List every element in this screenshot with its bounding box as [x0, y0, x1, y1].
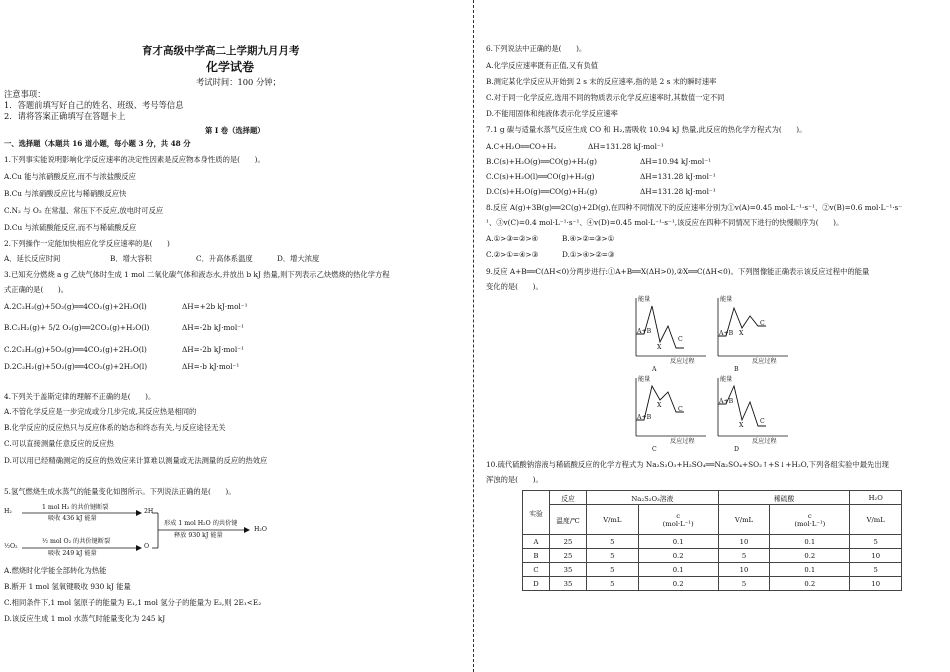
q7-option-eq: B.C(s)+H₂O(g)══CO(g)+H₂(g) [486, 157, 597, 166]
o-absorb-label: 吸收 249 kJ 能量 [48, 550, 97, 557]
q4-option: C.可以直接测量任意反应的反应热 [4, 439, 114, 448]
q3-stem: 3.已知充分燃烧 a g 乙炔气体时生成 1 mol 二氧化碳气体和液态水,并放出 b kJ 热量,则下列表示乙炔燃烧的热化学方程 [4, 270, 390, 279]
q1-option: A.Cu 能与浓硝酸反应,而不与浓盐酸反应 [4, 172, 136, 181]
table-cell: 10 [850, 577, 902, 591]
progress-axis-label: 反应过程 [752, 358, 777, 365]
header-cell: V/mL [850, 505, 902, 535]
q1-option: D.Cu 与浓硫酸能反应,而不与稀硫酸反应 [4, 223, 137, 232]
x-label: X [657, 344, 662, 351]
q5-option: C.相同条件下,1 mol 氢原子的能量为 E₁,1 mol 氢分子的能量为 E₂,则 2E₁<E₂ [4, 598, 262, 607]
o-atom-label: O [144, 543, 150, 550]
q3-stem-cont: 式正确的是( )。 [4, 285, 69, 294]
q5-stem: 5.氢气燃烧生成水蒸气的能量变化如图所示。下列说法正确的是( )。 [4, 487, 236, 496]
q7-option-eq: C.C(s)+H₂O(l)══CO(g)+H₂(g) [486, 172, 595, 181]
c-symbol: c [807, 511, 812, 520]
x-label: X [739, 330, 744, 337]
progress-axis-label: 反应过程 [752, 438, 777, 445]
table-cell: 0.1 [770, 563, 850, 577]
q5-option: A.燃烧时化学能全部转化为热能 [4, 566, 107, 575]
q5-option: D.该反应生成 1 mol 水蒸气时能量变化为 245 kJ [4, 614, 166, 623]
table-cell: B [523, 549, 550, 563]
q7-stem: 7.1 g 碳与适量水蒸气反应生成 CO 和 H₂,需吸收 10.94 kJ 热量,此反应的热化学方程式为( )。 [486, 125, 807, 134]
progress-axis-label: 反应过程 [670, 438, 695, 445]
graph-letter: B [734, 366, 739, 373]
table-cell: 5 [850, 535, 902, 549]
q3-option-dh: ΔH=-2b kJ·mol⁻¹ [182, 345, 244, 354]
q7-option-dh: ΔH=131.28 kJ·mol⁻¹ [640, 187, 716, 196]
q9-graph-b [712, 296, 792, 376]
table-cell: 25 [550, 549, 587, 563]
header-cell: 温度/℃ [550, 505, 587, 535]
table-cell: 0.1 [770, 535, 850, 549]
table-cell: A [523, 535, 550, 549]
header-cell [638, 505, 718, 535]
q1-stem: 1.下列事实能说明影响化学反应速率的决定性因素是反应物本身性质的是( )。 [4, 155, 265, 164]
q6-stem: 6.下列说法中正确的是( )。 [486, 44, 587, 53]
energy-axis-label: 能量 [638, 376, 651, 383]
q5-energy-diagram [4, 500, 294, 562]
table-cell: C [523, 563, 550, 577]
notice-heading: 注意事项： [4, 89, 46, 99]
ab-label: A+B [637, 414, 652, 421]
exam-info: 考试时间：100 分钟； [196, 77, 281, 87]
header-cell: V/mL [718, 505, 770, 535]
table-cell: 5 [850, 563, 902, 577]
c-label: C [678, 406, 683, 413]
q3-option-dh: ΔH=-b kJ·mol⁻¹ [182, 362, 240, 371]
table-cell: 5 [587, 577, 639, 591]
q7-option-dh: ΔH=131.28 kJ·mol⁻¹ [640, 172, 716, 181]
table-cell: 5 [587, 535, 639, 549]
table-cell: 0.1 [638, 563, 718, 577]
q2-stem: 2.下列操作一定能加快相应化学反应速率的是( ) [4, 239, 170, 248]
table-cell: D [523, 577, 550, 591]
graph-letter: A [652, 366, 657, 373]
o2-label: ½O₂ [4, 543, 18, 550]
c-unit: (mol·L⁻¹) [662, 519, 694, 528]
q9-graph-c [630, 376, 710, 456]
x-label: X [739, 422, 744, 429]
q8-option: D.①>④>②=③ [562, 250, 615, 259]
q3-option-dh: ΔH=-2b kJ·mol⁻¹ [182, 323, 244, 332]
c-symbol: c [676, 511, 681, 520]
ab-label: A+B [719, 330, 734, 337]
table-cell: 0.2 [638, 577, 718, 591]
table-cell: 10 [850, 549, 902, 563]
header-cell: 实验 [523, 491, 550, 535]
school-title: 育才高级中学高二上学期九月月考 [142, 45, 300, 57]
column-divider [473, 0, 474, 672]
q4-option: A.不管化学反应是一步完成或分几步完成,其反应热是相同的 [4, 407, 197, 416]
form-label: 形成 1 mol H₂O 的共价键 [164, 520, 238, 527]
table-row [523, 577, 902, 591]
table-cell: 10 [718, 535, 770, 549]
table-cell: 35 [550, 577, 587, 591]
energy-axis-label: 能量 [720, 296, 733, 303]
notice-item: 1．答题前填写好自己的姓名、班级、考号等信息 [4, 100, 184, 110]
q6-option: A.化学反应速率既有正值,又有负值 [486, 61, 599, 70]
q4-stem: 4.下列关于盖斯定律的理解不正确的是( )。 [4, 392, 156, 401]
table-cell: 0.1 [638, 535, 718, 549]
table-row [523, 563, 902, 577]
header-cell: V/mL [587, 505, 639, 535]
header-cell: 稀硫酸 [718, 491, 850, 505]
q3-option-eq: B.C₂H₂(g)+ 5/2 O₂(g)══2CO₂(g)+H₂O(l) [4, 323, 150, 332]
energy-axis-label: 能量 [638, 296, 651, 303]
h-break-label: 1 mol H₂ 的共价键断裂 [42, 504, 109, 511]
table-cell: 5 [718, 549, 770, 563]
q10-stem: 10.硫代硫酸钠溶液与稀硫酸反应的化学方程式为 Na₂S₂O₃+H₂SO₄══Na₂SO₄+SO₂↑+S↓+H₂O,下列各组实验中最先出现 [486, 460, 889, 469]
q6-option: D.不能用固体和纯液体表示化学反应速率 [486, 109, 618, 118]
header-cell: 反应 [550, 491, 587, 505]
q6-option: B.测定某化学反应从开始到 2 s 末的反应速率,指的是 2 s 末的瞬时速率 [486, 77, 717, 86]
c-label: C [678, 336, 683, 343]
ab-label: A+B [719, 398, 734, 405]
q8-option: A.①>③=②>④ [486, 234, 539, 243]
q3-option-dh: ΔH=+2b kJ·mol⁻¹ [182, 302, 248, 311]
table-cell: 5 [587, 563, 639, 577]
c-label: C [760, 418, 765, 425]
q7-option-eq: D.C(s)+H₂O(g)══CO(g)+H₂(g) [486, 187, 598, 196]
q6-option: C.对于同一化学反应,选用不同的物质表示化学反应速率时,其数值一定不同 [486, 93, 725, 102]
q10-stem-cont: 浑浊的是( )。 [486, 475, 543, 484]
q10-table [522, 490, 902, 591]
q8-stem-cont: ¹、③v(C)=0.4 mol·L⁻¹·s⁻¹、④v(D)=0.45 mol·L⁻¹·s⁻¹,该反应在四种不同情况下进行的快慢顺序为( )。 [486, 218, 844, 227]
table-cell: 5 [718, 577, 770, 591]
table-row [523, 535, 902, 549]
q8-stem: 8.反应 A(g)+3B(g)══2C(g)+2D(g),在四种不同情况下的反应速率分别为①v(A)=0.45 mol·L⁻¹·s⁻¹、②v(B)=0.6 mol·L⁻¹·s⁻ [486, 203, 903, 212]
q2-option: C．升高体系温度 [196, 254, 253, 263]
header-cell: H₂O [850, 491, 902, 505]
subject-title: 化学试卷 [206, 60, 255, 74]
q7-option-dh: ΔH=10.94 kJ·mol⁻¹ [640, 157, 712, 166]
q2-option: D．增大浓度 [277, 254, 320, 263]
q8-option: C.②>①=④>③ [486, 250, 539, 259]
q9-graph-a [630, 296, 710, 376]
table-cell: 5 [587, 549, 639, 563]
q5-option: B.断开 1 mol 氢氧键吸收 930 kJ 能量 [4, 582, 131, 591]
table-cell: 10 [718, 563, 770, 577]
ab-label: A+B [637, 328, 652, 335]
release-label: 释放 930 kJ 能量 [174, 532, 223, 539]
q2-option: A．延长反应时间 [4, 254, 61, 263]
h-absorb-label: 吸收 436 kJ 能量 [48, 515, 97, 522]
table-cell: 0.2 [770, 549, 850, 563]
q9-stem: 9.反应 A+B══C(ΔH<0)分两步进行:①A+B══X(ΔH>0),②X══C(ΔH<0)。下列图像能正确表示该反应过程中的能量 [486, 267, 870, 276]
c-label: C [760, 320, 765, 327]
table-cell: 0.2 [770, 577, 850, 591]
water-label: H₂O [254, 526, 267, 533]
q9-graph-d [712, 376, 792, 456]
progress-axis-label: 反应过程 [670, 358, 695, 365]
o-break-label: ½ mol O₂ 的共价键断裂 [42, 538, 111, 545]
q7-option-dh: ΔH=131.28 kJ·mol⁻¹ [588, 142, 664, 151]
q3-option-eq: C.2C₂H₂(g)+5O₂(g)══4CO₂(g)+2H₂O(l) [4, 345, 147, 354]
header-cell [770, 505, 850, 535]
energy-axis-label: 能量 [720, 376, 733, 383]
graph-letter: C [652, 446, 657, 453]
table-cell: 0.2 [638, 549, 718, 563]
x-label: X [657, 402, 662, 409]
q3-option-eq: D.2C₂H₂(g)+5O₂(g)══4CO₂(g)+2H₂O(l) [4, 362, 148, 371]
q7-option-eq: A.C+H₂O══CO+H₂ [486, 142, 557, 151]
two-h-label: 2H [144, 508, 154, 515]
c-unit: (mol·L⁻¹) [794, 519, 826, 528]
notice-item: 2．请将答案正确填写在答题卡上 [4, 111, 126, 121]
q2-option: B．增大容积 [110, 254, 152, 263]
q1-option: C.N₂ 与 O₂ 在常温、常压下不反应,放电时可反应 [4, 206, 164, 215]
h2-label: H₂ [4, 508, 12, 515]
q4-option: D.可以用已经精确测定的反应的热效应来计算难以测量或无法测量的反应的热效应 [4, 456, 268, 465]
q3-option-eq: A.2C₂H₂(g)+5O₂(g)══4CO₂(g)+2H₂O(l) [4, 302, 147, 311]
q1-option: B.Cu 与浓硝酸反应比与稀硝酸反应快 [4, 189, 127, 198]
q4-option: B.化学反应的反应热只与反应体系的始态和终态有关,与反应途径无关 [4, 423, 226, 432]
q9-stem-cont: 变化的是( )。 [486, 282, 543, 291]
table-cell: 35 [550, 563, 587, 577]
header-cell: Na₂S₂O₃溶液 [587, 491, 719, 505]
graph-letter: D [734, 446, 739, 453]
table-row [523, 549, 902, 563]
table-cell: 25 [550, 535, 587, 549]
q8-option: B.④>②=③>① [562, 234, 615, 243]
part-title: 第 I 卷（选择题） [205, 126, 265, 135]
section-heading: 一、选择题（本题共 16 道小题，每小题 3 分，共 48 分 [4, 139, 191, 148]
